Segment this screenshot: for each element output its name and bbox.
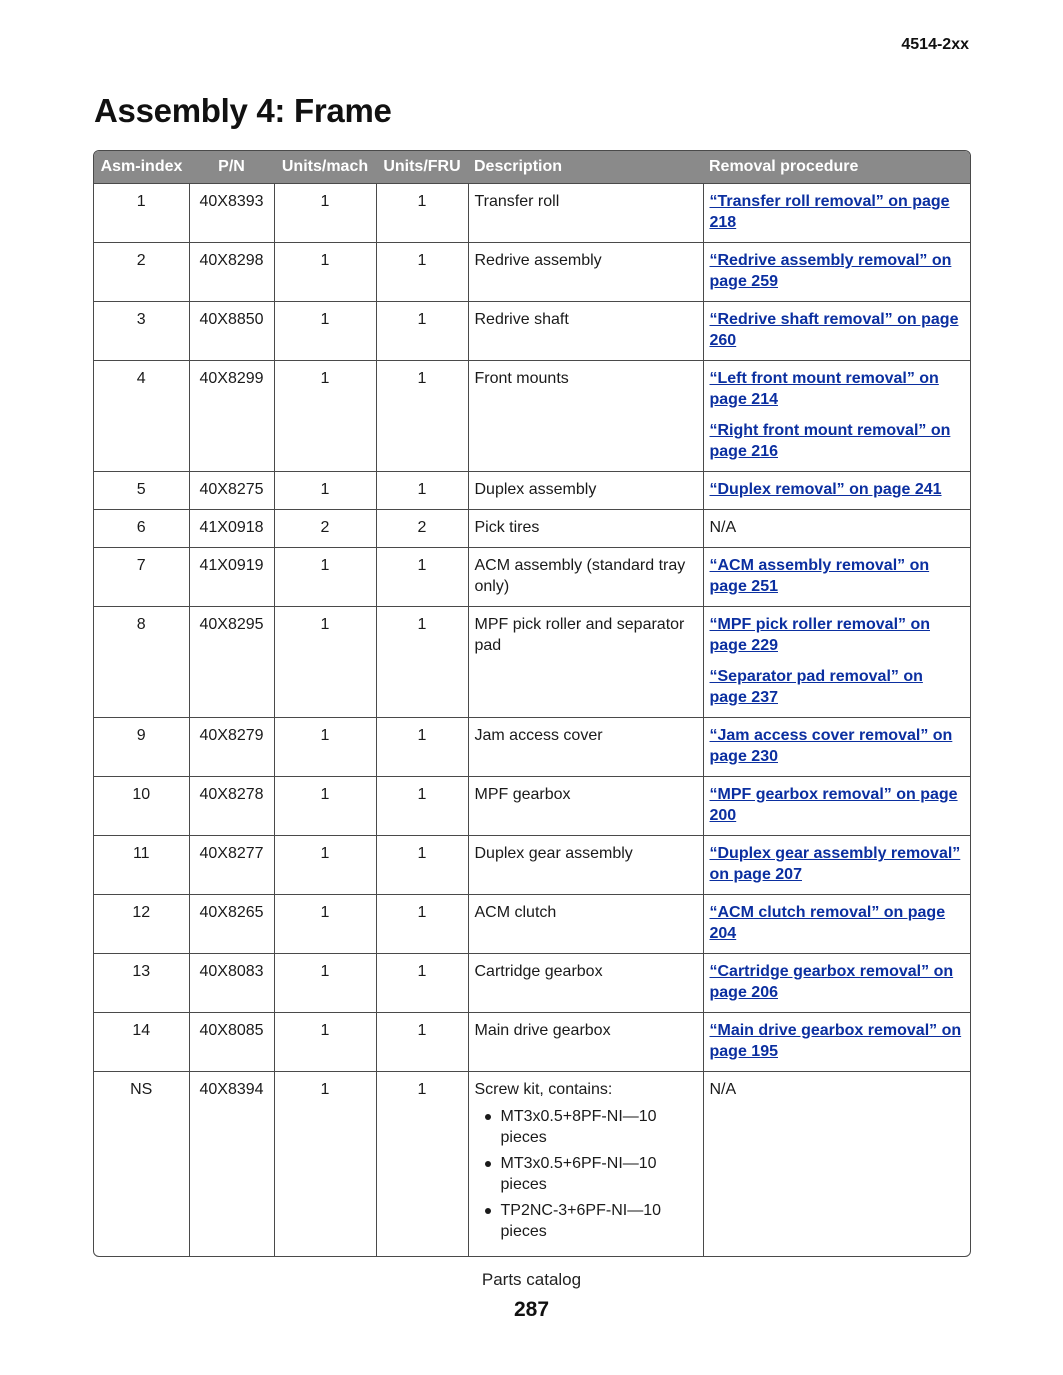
cell-asm-index: 2 [94, 243, 189, 302]
cell-part-number: 40X8279 [189, 718, 274, 777]
cell-units-fru: 1 [376, 954, 468, 1013]
kit-description: Screw kit, contains: [474, 1081, 613, 1098]
cell-description: Duplex assembly [468, 472, 703, 510]
kit-item-label: TP2NC-3+6PF-NI—10 pieces [500, 1202, 661, 1240]
kit-item [475, 1106, 697, 1148]
removal-procedure-link[interactable]: “Redrive shaft removal” on page 260 [709, 311, 959, 349]
table-row [94, 184, 970, 243]
bullet-icon [485, 1208, 491, 1214]
cell-description: ACM clutch [468, 895, 703, 954]
cell-units-fru: 1 [376, 548, 468, 607]
cell-units-fru: 2 [376, 510, 468, 548]
parts-table-container [93, 150, 971, 1257]
cell-asm-index: 9 [94, 718, 189, 777]
cell-part-number: 40X8083 [189, 954, 274, 1013]
cell-part-number: 41X0919 [189, 548, 274, 607]
cell-description: Front mounts [468, 361, 703, 472]
cell-units-fru: 1 [376, 718, 468, 777]
cell-removal-procedure [703, 302, 970, 361]
table-row [94, 510, 970, 548]
cell-asm-index: 10 [94, 777, 189, 836]
cell-part-number: 40X8394 [189, 1072, 274, 1257]
cell-part-number: 40X8085 [189, 1013, 274, 1072]
page-title: Assembly 4: Frame [94, 92, 392, 129]
table-row [94, 836, 970, 895]
column-header-units-mach: Units/mach [274, 151, 376, 184]
parts-table [94, 151, 970, 1256]
cell-description: Jam access cover [468, 718, 703, 777]
removal-procedure-link[interactable]: “Redrive assembly removal” on page 259 [709, 252, 952, 290]
table-header-row [94, 151, 970, 184]
cell-description: MPF gearbox [468, 777, 703, 836]
cell-units-mach: 1 [274, 836, 376, 895]
cell-removal-procedure [703, 954, 970, 1013]
cell-part-number: 40X8850 [189, 302, 274, 361]
cell-removal-procedure [703, 836, 970, 895]
cell-asm-index: 7 [94, 548, 189, 607]
cell-description: Redrive assembly [468, 243, 703, 302]
cell-description: Redrive shaft [468, 302, 703, 361]
cell-units-mach: 1 [274, 1013, 376, 1072]
cell-units-fru: 1 [376, 836, 468, 895]
cell-description: Main drive gearbox [468, 1013, 703, 1072]
removal-procedure-link[interactable]: “MPF gearbox removal” on page 200 [709, 786, 958, 824]
cell-asm-index: 14 [94, 1013, 189, 1072]
table-row [94, 472, 970, 510]
removal-procedure-link[interactable]: “Duplex removal” on page 241 [709, 481, 942, 498]
cell-description [468, 1072, 703, 1257]
table-row [94, 777, 970, 836]
cell-removal-procedure [703, 1013, 970, 1072]
cell-units-mach: 1 [274, 243, 376, 302]
table-row [94, 243, 970, 302]
cell-units-mach: 1 [274, 718, 376, 777]
cell-removal-procedure [703, 718, 970, 777]
column-header-removal-procedure: Removal procedure [703, 151, 970, 184]
footer-label: Parts catalog [481, 1270, 582, 1289]
cell-units-fru: 1 [376, 184, 468, 243]
cell-asm-index: NS [94, 1072, 189, 1257]
cell-description: Pick tires [468, 510, 703, 548]
column-header-description: Description [468, 151, 703, 184]
cell-asm-index: 1 [94, 184, 189, 243]
cell-part-number: 40X8278 [189, 777, 274, 836]
cell-units-mach: 1 [274, 548, 376, 607]
cell-removal-procedure [703, 184, 970, 243]
cell-units-fru: 1 [376, 302, 468, 361]
cell-units-fru: 1 [376, 1013, 468, 1072]
removal-procedure-link[interactable]: “ACM clutch removal” on page 204 [709, 904, 946, 942]
removal-procedure-link[interactable]: “Duplex gear assembly removal” on page 207 [709, 845, 961, 883]
bullet-icon [485, 1161, 491, 1167]
cell-asm-index: 4 [94, 361, 189, 472]
cell-units-mach: 1 [274, 954, 376, 1013]
cell-asm-index: 12 [94, 895, 189, 954]
cell-removal-procedure-na: N/A [703, 1072, 970, 1257]
cell-units-fru: 1 [376, 472, 468, 510]
table-row [94, 361, 970, 472]
cell-units-mach: 1 [274, 361, 376, 472]
cell-removal-procedure [703, 777, 970, 836]
cell-part-number: 40X8265 [189, 895, 274, 954]
removal-procedure-link[interactable]: “Separator pad removal” on page 237 [709, 668, 923, 706]
document-id: 4514-2xx [901, 36, 969, 53]
removal-procedure-link[interactable]: “MPF pick roller removal” on page 229 [709, 616, 930, 654]
cell-removal-procedure [703, 243, 970, 302]
cell-units-fru: 1 [376, 607, 468, 718]
cell-part-number: 40X8295 [189, 607, 274, 718]
cell-units-mach: 1 [274, 184, 376, 243]
cell-removal-procedure [703, 548, 970, 607]
cell-part-number: 40X8299 [189, 361, 274, 472]
kit-item-label: MT3x0.5+6PF-NI—10 pieces [500, 1155, 657, 1193]
cell-units-fru: 1 [376, 361, 468, 472]
cell-asm-index: 8 [94, 607, 189, 718]
cell-part-number: 40X8275 [189, 472, 274, 510]
cell-asm-index: 3 [94, 302, 189, 361]
column-header-units-fru: Units/FRU [376, 151, 468, 184]
column-header-asm-index: Asm-index [94, 151, 189, 184]
table-row [94, 548, 970, 607]
cell-asm-index: 13 [94, 954, 189, 1013]
cell-description: Cartridge gearbox [468, 954, 703, 1013]
cell-removal-procedure-na: N/A [703, 510, 970, 548]
cell-units-mach: 1 [274, 1072, 376, 1257]
cell-units-fru: 1 [376, 243, 468, 302]
removal-procedure-link[interactable]: “Right front mount removal” on page 216 [709, 422, 951, 460]
removal-procedure-link[interactable]: “ACM assembly removal” on page 251 [709, 557, 930, 595]
removal-procedure-link[interactable]: “Transfer roll removal” on page 218 [709, 193, 950, 231]
cell-units-mach: 1 [274, 607, 376, 718]
bullet-icon [485, 1114, 491, 1120]
cell-units-fru: 1 [376, 777, 468, 836]
removal-procedure-link[interactable]: “Main drive gearbox removal” on page 195 [709, 1022, 962, 1060]
table-row [94, 718, 970, 777]
cell-description: MPF pick roller and separator pad [468, 607, 703, 718]
kit-item-label: MT3x0.5+8PF-NI—10 pieces [500, 1108, 657, 1146]
cell-removal-procedure [703, 472, 970, 510]
cell-part-number: 40X8393 [189, 184, 274, 243]
cell-asm-index: 11 [94, 836, 189, 895]
removal-procedure-link[interactable]: “Cartridge gearbox removal” on page 206 [709, 963, 954, 1001]
cell-description: Transfer roll [468, 184, 703, 243]
table-row [94, 1072, 970, 1257]
page-number: 287 [513, 1298, 550, 1321]
kit-items-list [475, 1106, 697, 1242]
cell-removal-procedure [703, 895, 970, 954]
cell-removal-procedure [703, 361, 970, 472]
cell-units-fru: 1 [376, 1072, 468, 1257]
cell-units-mach: 1 [274, 895, 376, 954]
table-row [94, 1013, 970, 1072]
cell-part-number: 40X8277 [189, 836, 274, 895]
table-row [94, 954, 970, 1013]
cell-units-mach: 1 [274, 302, 376, 361]
column-header-pn: P/N [189, 151, 274, 184]
table-row [94, 895, 970, 954]
kit-item [475, 1200, 697, 1242]
cell-description: Duplex gear assembly [468, 836, 703, 895]
cell-description: ACM assembly (standard tray only) [468, 548, 703, 607]
cell-asm-index: 5 [94, 472, 189, 510]
cell-part-number: 41X0918 [189, 510, 274, 548]
table-row [94, 607, 970, 718]
cell-units-mach: 1 [274, 777, 376, 836]
removal-procedure-link[interactable]: “Jam access cover removal” on page 230 [709, 727, 953, 765]
cell-units-fru: 1 [376, 895, 468, 954]
cell-asm-index: 6 [94, 510, 189, 548]
cell-part-number: 40X8298 [189, 243, 274, 302]
cell-units-mach: 2 [274, 510, 376, 548]
table-row [94, 302, 970, 361]
removal-procedure-link[interactable]: “Left front mount removal” on page 214 [709, 370, 939, 408]
cell-removal-procedure [703, 607, 970, 718]
kit-item [475, 1153, 697, 1195]
cell-units-mach: 1 [274, 472, 376, 510]
